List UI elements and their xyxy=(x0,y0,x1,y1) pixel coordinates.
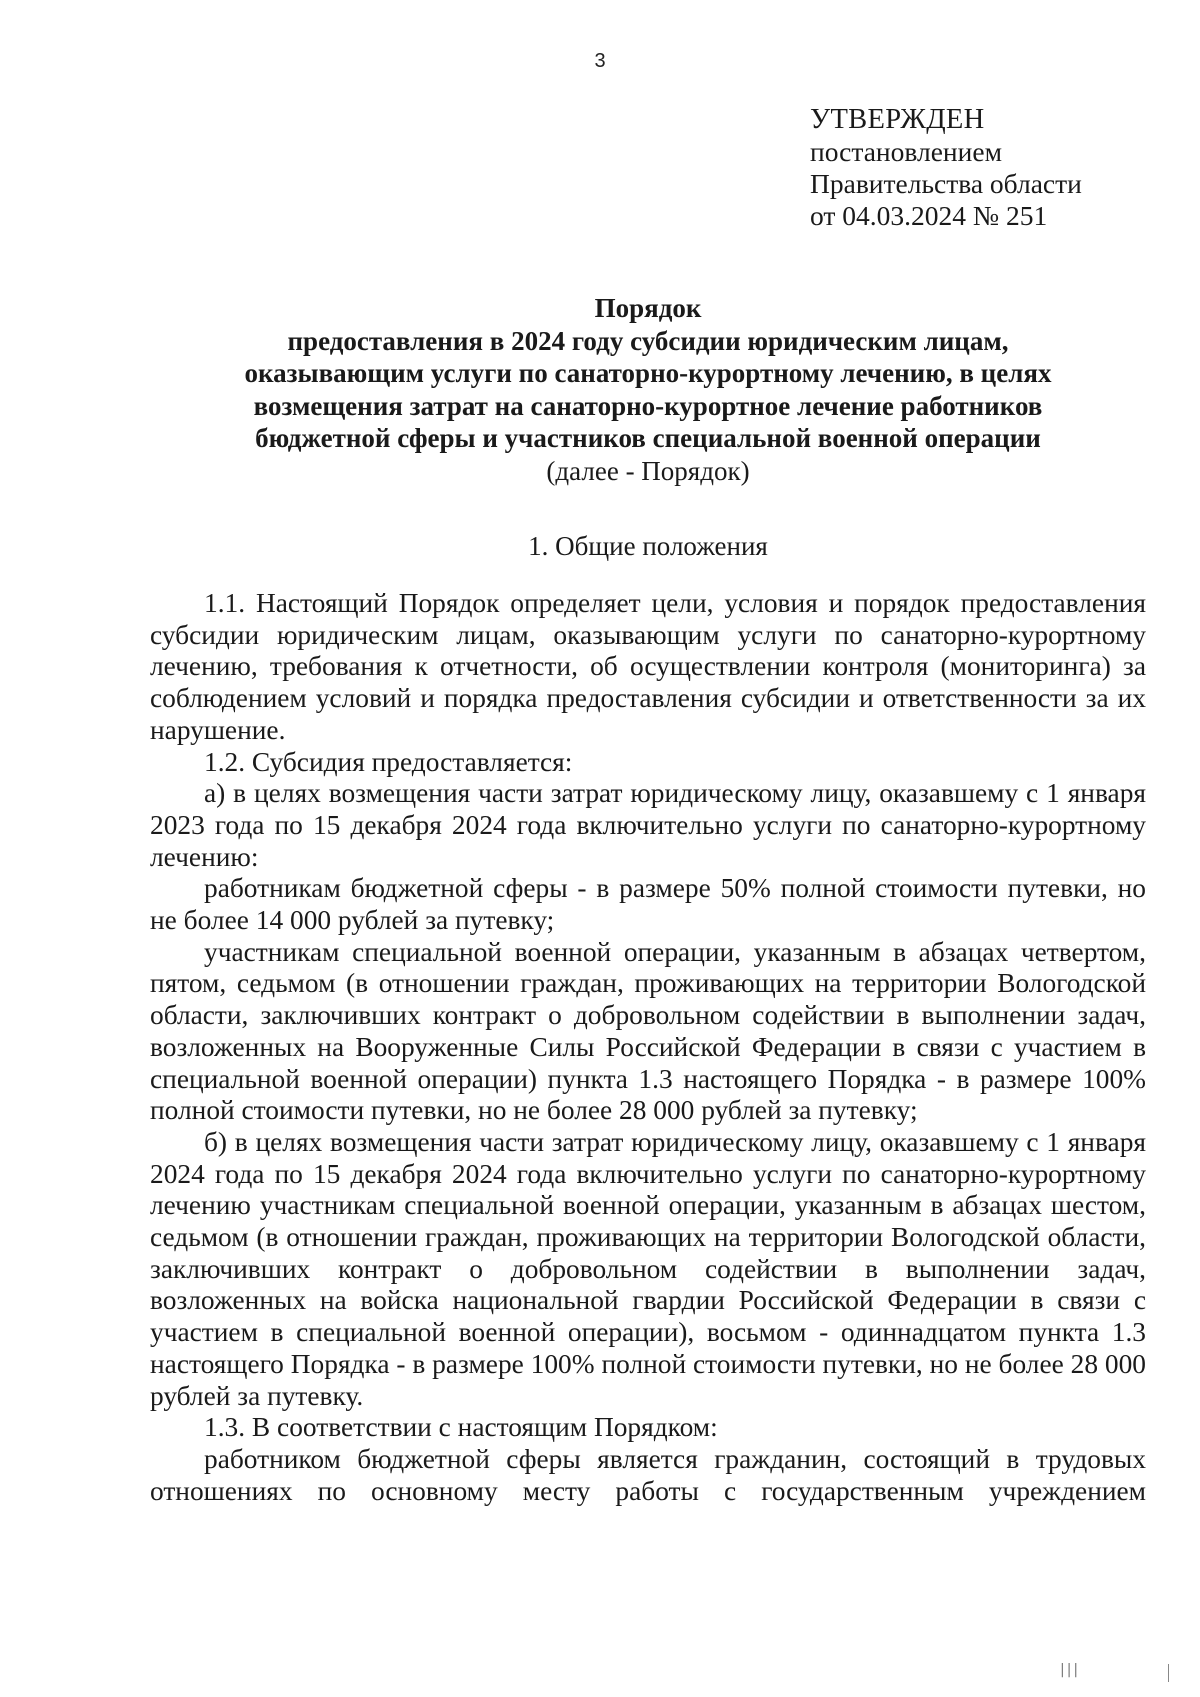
paragraph-1-1: 1.1. Настоящий Порядок определяет цели, условия и порядок предоставления субсидии юридическим лицам, оказывающим услуги по санаторно-курортному лечению, требования к отчетности, об осуществлении контроля (мониторинга) за соблюдением условий и порядка предоставления субсидии и ответственности за их нарушение. xyxy=(150,588,1146,745)
approval-stamp-block xyxy=(810,104,1082,232)
title-line-4: возмещения затрат на санаторно-курортное лечение работников xyxy=(253,390,1043,421)
paragraph-1-2-a: а) в целях возмещения части затрат юридическому лицу, оказавшему с 1 января 2023 года по 15 декабря 2024 года включительно услуги по санаторно-курортному лечению: xyxy=(150,778,1146,872)
approval-heading: УТВЕРЖДЕН xyxy=(810,104,985,135)
approval-line-2: Правительства области xyxy=(810,168,1082,199)
approval-line-3: от 04.03.2024 № 251 xyxy=(810,200,1048,231)
title-line-3: оказывающим услуги по санаторно-курортному лечению, в целях xyxy=(244,358,1052,388)
edge-artifact xyxy=(1168,1664,1169,1682)
page-number: 3 xyxy=(594,50,606,72)
title-line-2: предоставления в 2024 году субсидии юридическим лицам, xyxy=(287,325,1009,356)
paragraph-1-2-b: б) в целях возмещения части затрат юридическому лицу, оказавшему с 1 января 2024 года по 15 декабря 2024 года включительно услуги по санаторно-курортному лечению участникам специальной военной операции, указанным в абзацах шестом, седьмом (в отношении граждан, проживающих на территории Вологодской области, заключивших контракт о добровольном содействии в выполнении задач, возложенных на войска национальной гвардии Российской Федерации в связи с участием в специальной военной операции), восьмом - одиннадцатом пункта 1.3 настоящего Порядка - в размере 100% полной стоимости путевки, но не более 28 000 рублей за путевку. xyxy=(150,1126,1146,1411)
title-line-5: бюджетной сферы и участников специальной военной операции xyxy=(255,423,1041,453)
section-heading: 1. Общие положения xyxy=(528,531,768,561)
paragraph-1-3: 1.3. В соответствии с настоящим Порядком: xyxy=(204,1412,718,1443)
paragraph-budget-workers: работникам бюджетной сферы - в размере 50% полной стоимости путевки, но не более 14 000 рублей за путевку; xyxy=(150,873,1146,936)
document-title xyxy=(150,292,1146,487)
scan-artifact: ||| xyxy=(1060,1662,1081,1678)
paragraph-svo-participants: участникам специальной военной операции, указанным в абзацах четвертом, пятом, седьмом (в отношении граждан, проживающих на территории Вологодской области, заключивших контракт о добровольном содействии в выполнении задач, возложенных на Вооруженные Силы Российской Федерации в связи с участием в специальной военной операции) пункта 1.3 настоящего Порядка - в размере 100% полной стоимости путевки, но не более 28 000 рублей за путевку; xyxy=(150,936,1146,1126)
paragraph-budget-worker-definition: работником бюджетной сферы является гражданин, состоящий в трудовых отношениях по основному месту работы с государственным учреждением xyxy=(150,1443,1146,1506)
title-line-1: Порядок xyxy=(594,293,702,323)
title-line-6: (далее - Порядок) xyxy=(546,455,750,486)
approval-line-1: постановлением xyxy=(810,136,1002,167)
paragraph-1-2: 1.2. Субсидия предоставляется: xyxy=(204,746,573,777)
document-body xyxy=(150,588,1146,1507)
